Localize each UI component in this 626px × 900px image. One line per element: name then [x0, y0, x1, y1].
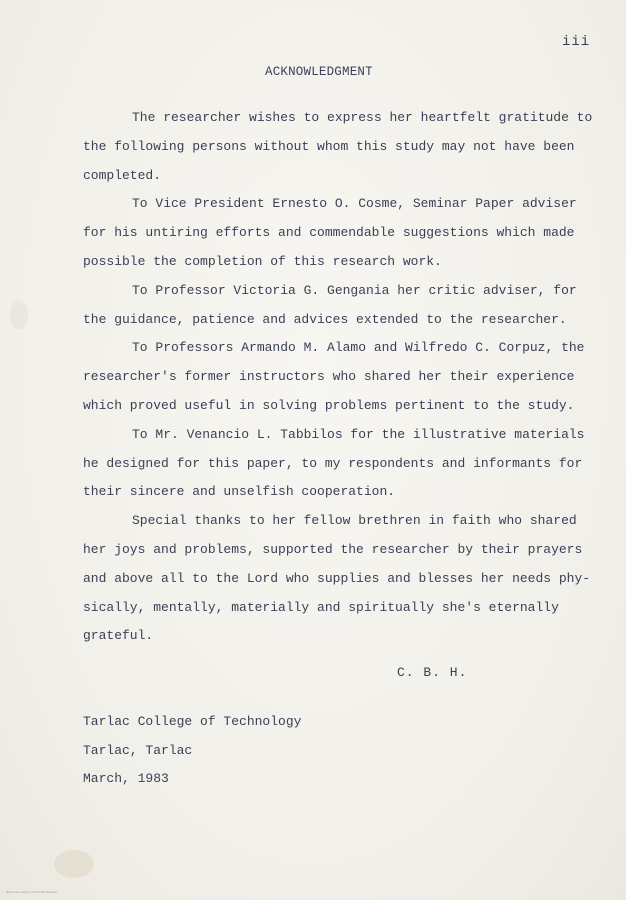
- body-line: the following persons without whom this study may not have been: [83, 138, 575, 154]
- footer-note: National Library of the Philippines: [6, 890, 57, 894]
- address-block: [83, 708, 301, 794]
- body-line: Special thanks to her fellow brethren in faith who shared: [132, 513, 577, 529]
- body-line: To Professors Armando M. Alamo and Wilfredo C. Corpuz, the: [132, 340, 585, 356]
- body-line: the guidance, patience and advices extended to the researcher.: [83, 311, 567, 327]
- paper-stain: [54, 850, 94, 878]
- body-line: their sincere and unselfish cooperation.: [83, 484, 396, 500]
- body-line: To Mr. Venancio L. Tabbilos for the illustrative materials: [132, 426, 585, 442]
- body-line: which proved useful in solving problems pertinent to the study.: [83, 397, 575, 413]
- body-line: her joys and problems, supported the researcher by their prayers: [83, 541, 583, 557]
- body-line: for his untiring efforts and commendable suggestions which made: [83, 225, 575, 241]
- address-line: March, 1983: [83, 771, 169, 786]
- body-line: sically, mentally, materially and spiritually she's eternally: [83, 599, 559, 615]
- body-line: and above all to the Lord who supplies and blesses her needs phy-: [83, 570, 591, 586]
- body-line: researcher's former instructors who shared her their experience: [83, 369, 575, 385]
- body-line: he designed for this paper, to my respondents and informants for: [83, 455, 583, 471]
- body-line: possible the completion of this research work.: [83, 253, 442, 269]
- page-number: iii: [562, 34, 591, 50]
- body-line: completed.: [83, 167, 162, 183]
- body-line: grateful.: [83, 628, 154, 644]
- page-title: ACKNOWLEDGMENT: [265, 65, 373, 79]
- address-line: Tarlac College of Technology: [83, 714, 302, 729]
- paper-stain: [10, 300, 28, 330]
- address-line: Tarlac, Tarlac: [83, 742, 193, 758]
- acknowledgment-body: [83, 104, 593, 651]
- body-line: To Professor Victoria G. Gengania her critic adviser, for: [132, 282, 577, 298]
- author-initials: C. B. H.: [397, 665, 468, 680]
- body-line: To Vice President Ernesto O. Cosme, Seminar Paper adviser: [132, 196, 577, 212]
- body-line: The researcher wishes to express her heartfelt gratitude to: [132, 110, 593, 125]
